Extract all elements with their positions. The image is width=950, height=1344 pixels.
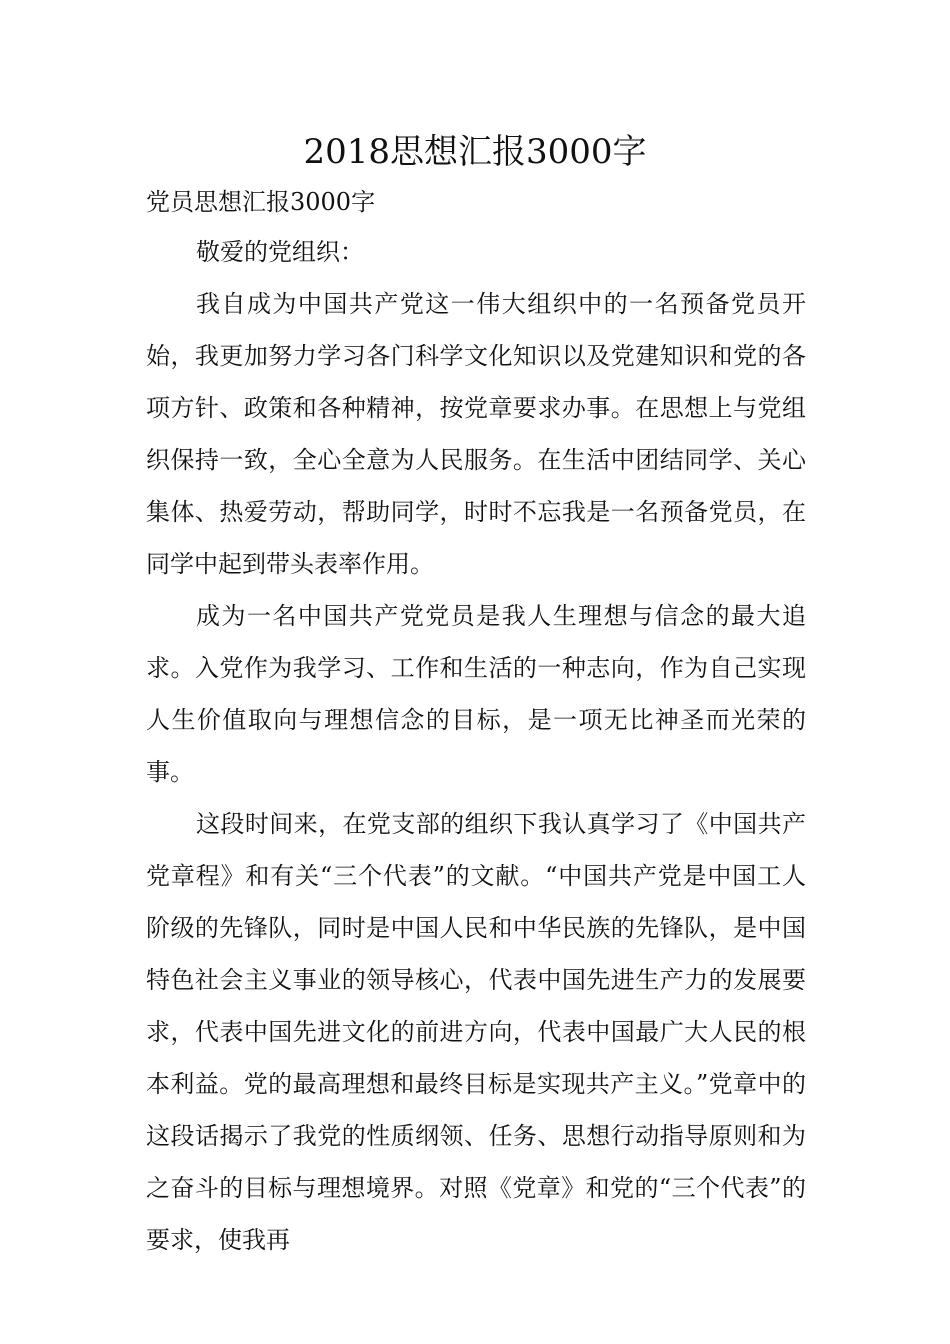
paragraph-1: 我自成为中国共产党这一伟大组织中的一名预备党员开始，我更加努力学习各门科学文化知识以及党建知识和党的各项方针、政策和各种精神，按党章要求办事。在思想上与党组织保持一致，全心全意为人民服务。在生活中团结同学、关心集体、热爱劳动，帮助同学，时时不忘我是一名预备党员，在同学中起到带头表率作用。 [146, 290, 806, 578]
document-subtitle: 党员思想汇报3000字 [146, 188, 376, 216]
paragraph-3: 这段时间来，在党支部的组织下我认真学习了《中国共产党章程》和有关“三个代表”的文献。“中国共产党是中国工人阶级的先锋队，同时是中国人民和中华民族的先锋队，是中国特色社会主义事业的领导核心，代表中国先进生产力的发展要求，代表中国先进文化的前进方向，代表中国最广大人民的根本利益。党的最高理想和最终目标是实现共产主义。”党章中的这段话揭示了我党的性质纲领、任务、思想行动指导原则和为之奋斗的目标与理想境界。对照《党章》和党的“三个代表”的要求，使我再 [146, 810, 806, 1254]
paragraph-2: 成为一名中国共产党党员是我人生理想与信念的最大追求。入党作为我学习、工作和生活的一种志向，作为自己实现人生价值取向与理想信念的目标，是一项无比神圣而光荣的事。 [146, 602, 806, 786]
document-title: 2018思想汇报3000字 [303, 132, 647, 172]
document-body [146, 178, 806, 1266]
salutation: 敬爱的党组织： [196, 238, 364, 266]
